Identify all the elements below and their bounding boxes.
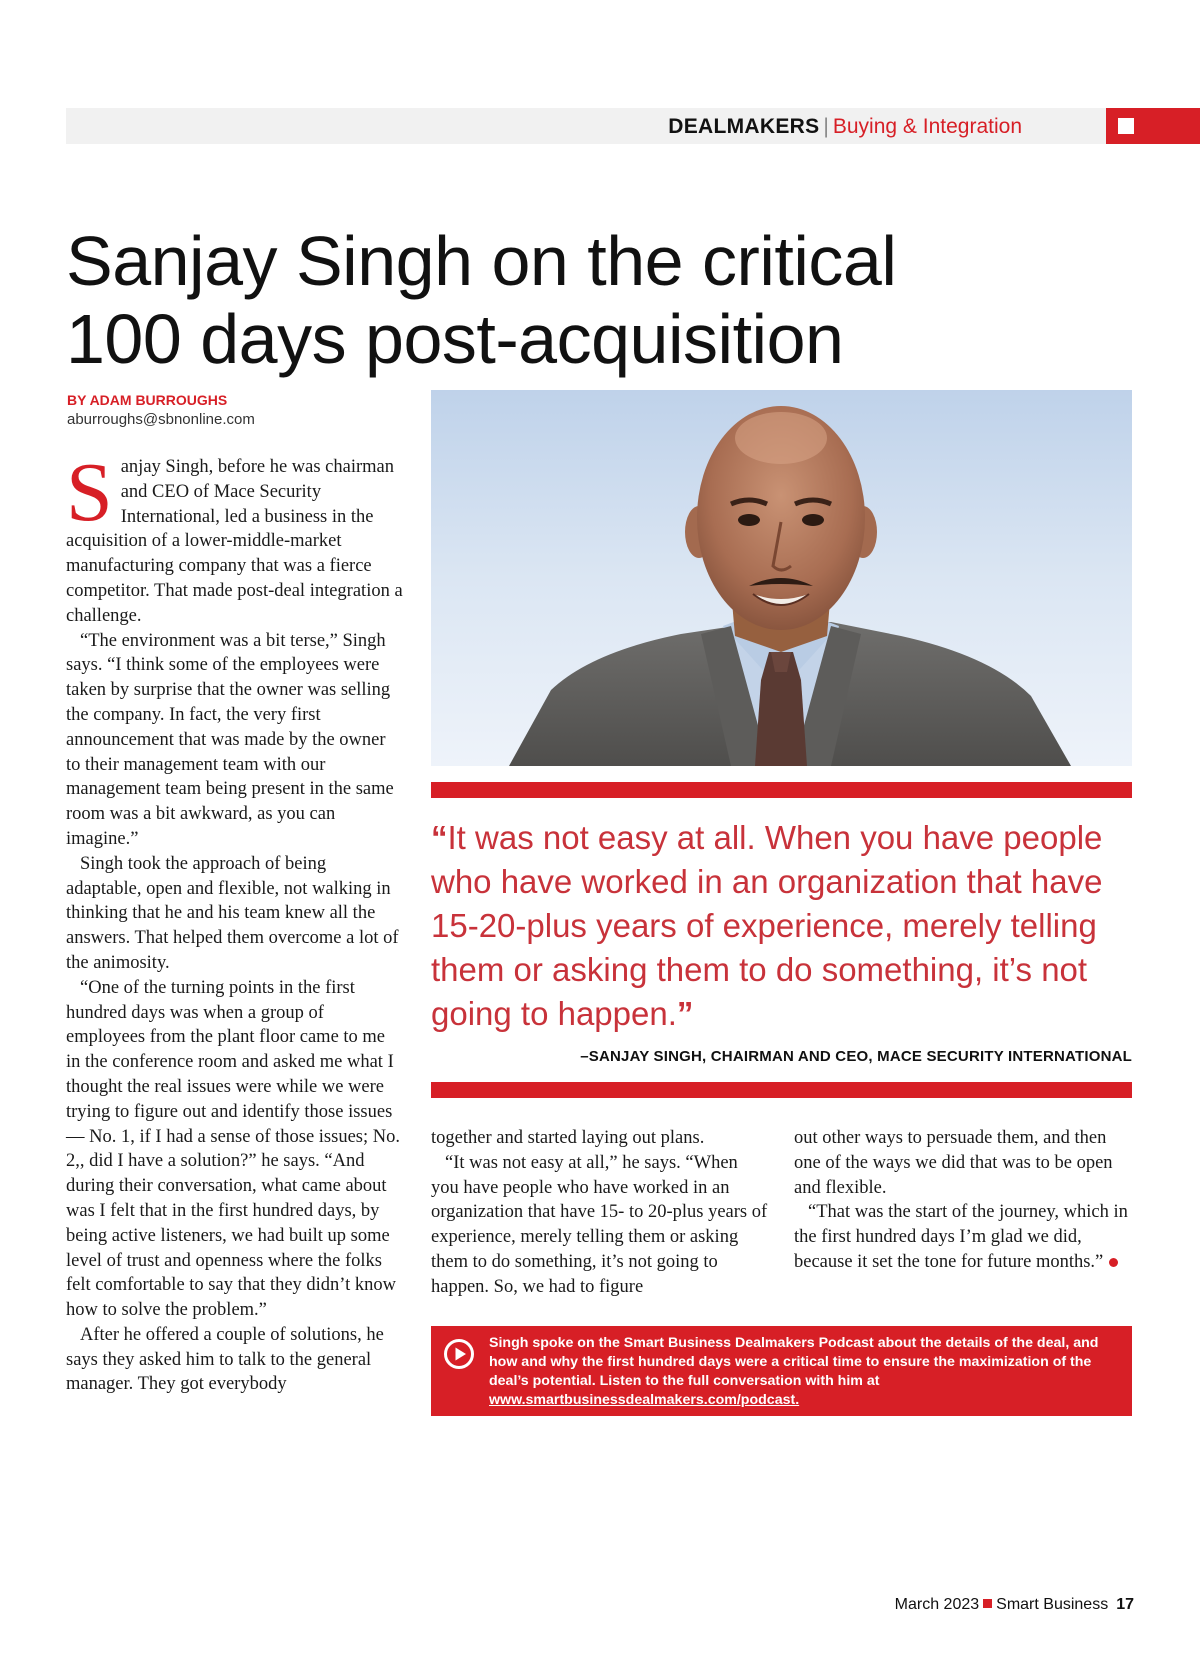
podcast-link[interactable]: www.smartbusinessdealmakers.com/podcast. (489, 1392, 800, 1408)
section-subcategory: Buying & Integration (832, 115, 1022, 138)
paragraph: Sanjay Singh, before he was chairman and CEO of Mace Security International, led a business in the acquisition of a lower-middle-market manufacturing company that was a fierce competitor. That made post-deal integration a challenge. (66, 446, 403, 626)
paragraph: “One of the turning points in the first hundred days was when a group of employees from the plant floor came to me in the conference room and asked me what I thought the real issues were while we were trying to figure out and identify those issues — No. 1, if I had a sense of those issues; No. 2,, did I have a solution?” he says. “And during their conversation, what came about was I felt that in the first hundred days, by being active listeners, we had built up some level of trust and openness where the folks felt comfortable to say that they didn’t know how to solve the problem.” (66, 977, 400, 1321)
drop-cap: S (66, 446, 113, 539)
publication-name: Smart Business (996, 1596, 1109, 1613)
paragraph: After he offered a couple of solutions, he says they asked him to talk to the general manager. They got everybody (66, 1324, 384, 1395)
article-column-3 (794, 1126, 1129, 1275)
pull-quote-text: It was not easy at all. When you have people who have worked in an organization that have 15-20-plus years of experience, merely telling them or asking them to do something, it’s not going to happen. (431, 819, 1103, 1032)
section-bar (66, 108, 1200, 144)
paragraph: “The environment was a bit terse,” Singh says. “I think some of the employees were taken by surprise that the owner was selling the company. In fact, the very first announcement that was made by the owner to their management team with our management team being present in the same room was a bit awkward, as you can imagine.” (66, 630, 394, 849)
paragraph: Singh took the approach of being adaptable, open and flexible, not walking in thinking that he and his team knew all the answers. That helped them overcome a lot of the animosity. (66, 853, 399, 973)
paragraph: together and started laying out plans. (431, 1128, 705, 1148)
quote-rule-top (431, 782, 1132, 798)
section-label (668, 115, 1022, 139)
pull-quote (431, 816, 1136, 1036)
headline (66, 222, 1106, 378)
paragraph: “That was the start of the journey, which in the first hundred days I’m glad we did, because it set the tone for future months.” (794, 1202, 1128, 1272)
issue-date: March 2023 (894, 1596, 980, 1613)
page-number: 17 (1116, 1596, 1134, 1613)
paragraph: out other ways to persuade them, and then one of the ways we did that was to be open and flexible. (794, 1128, 1113, 1198)
page-footer (895, 1596, 1134, 1614)
portrait-illustration (431, 390, 1132, 766)
close-quote-mark: ” (676, 995, 694, 1032)
article-column-2 (431, 1126, 768, 1300)
section-tab (1106, 108, 1200, 144)
podcast-text: Singh spoke on the Smart Business Dealmakers Podcast about the details of the deal, and how and why the first hundred days were a critical time to ensure the maximization of the deal’s potential. Listen to the full conversation with him at www.smartbusinessdealmakers.com/podcast. (489, 1335, 1099, 1408)
headline-line-1: Sanjay Singh on the critical (66, 222, 897, 300)
paragraph: “It was not easy at all,” he says. “When you have people who have worked in an organization that have 15- to 20-plus years of experience, merely telling them or asking them to do something, it’s not going to happen. So, we had to figure (431, 1152, 768, 1297)
square-icon (983, 1599, 992, 1608)
headline-line-2: 100 days post-acquisition (66, 300, 844, 378)
author-email: aburroughs@sbnonline.com (67, 411, 255, 428)
portrait-photo (431, 390, 1132, 766)
article-column-1 (66, 446, 403, 1397)
quote-rule-bottom (431, 1082, 1132, 1098)
byline: BY ADAM BURROUGHS (67, 392, 228, 408)
end-mark-icon (1109, 1258, 1118, 1267)
podcast-callout (431, 1326, 1132, 1416)
quote-attribution: –SANJAY SINGH, CHAIRMAN AND CEO, MACE SECURITY INTERNATIONAL (580, 1048, 1132, 1065)
play-circle-icon (443, 1338, 475, 1370)
section-name: DEALMAKERS (668, 115, 820, 138)
square-icon (1118, 118, 1134, 134)
section-separator: | (823, 115, 829, 138)
open-quote-mark: “ (431, 819, 448, 856)
